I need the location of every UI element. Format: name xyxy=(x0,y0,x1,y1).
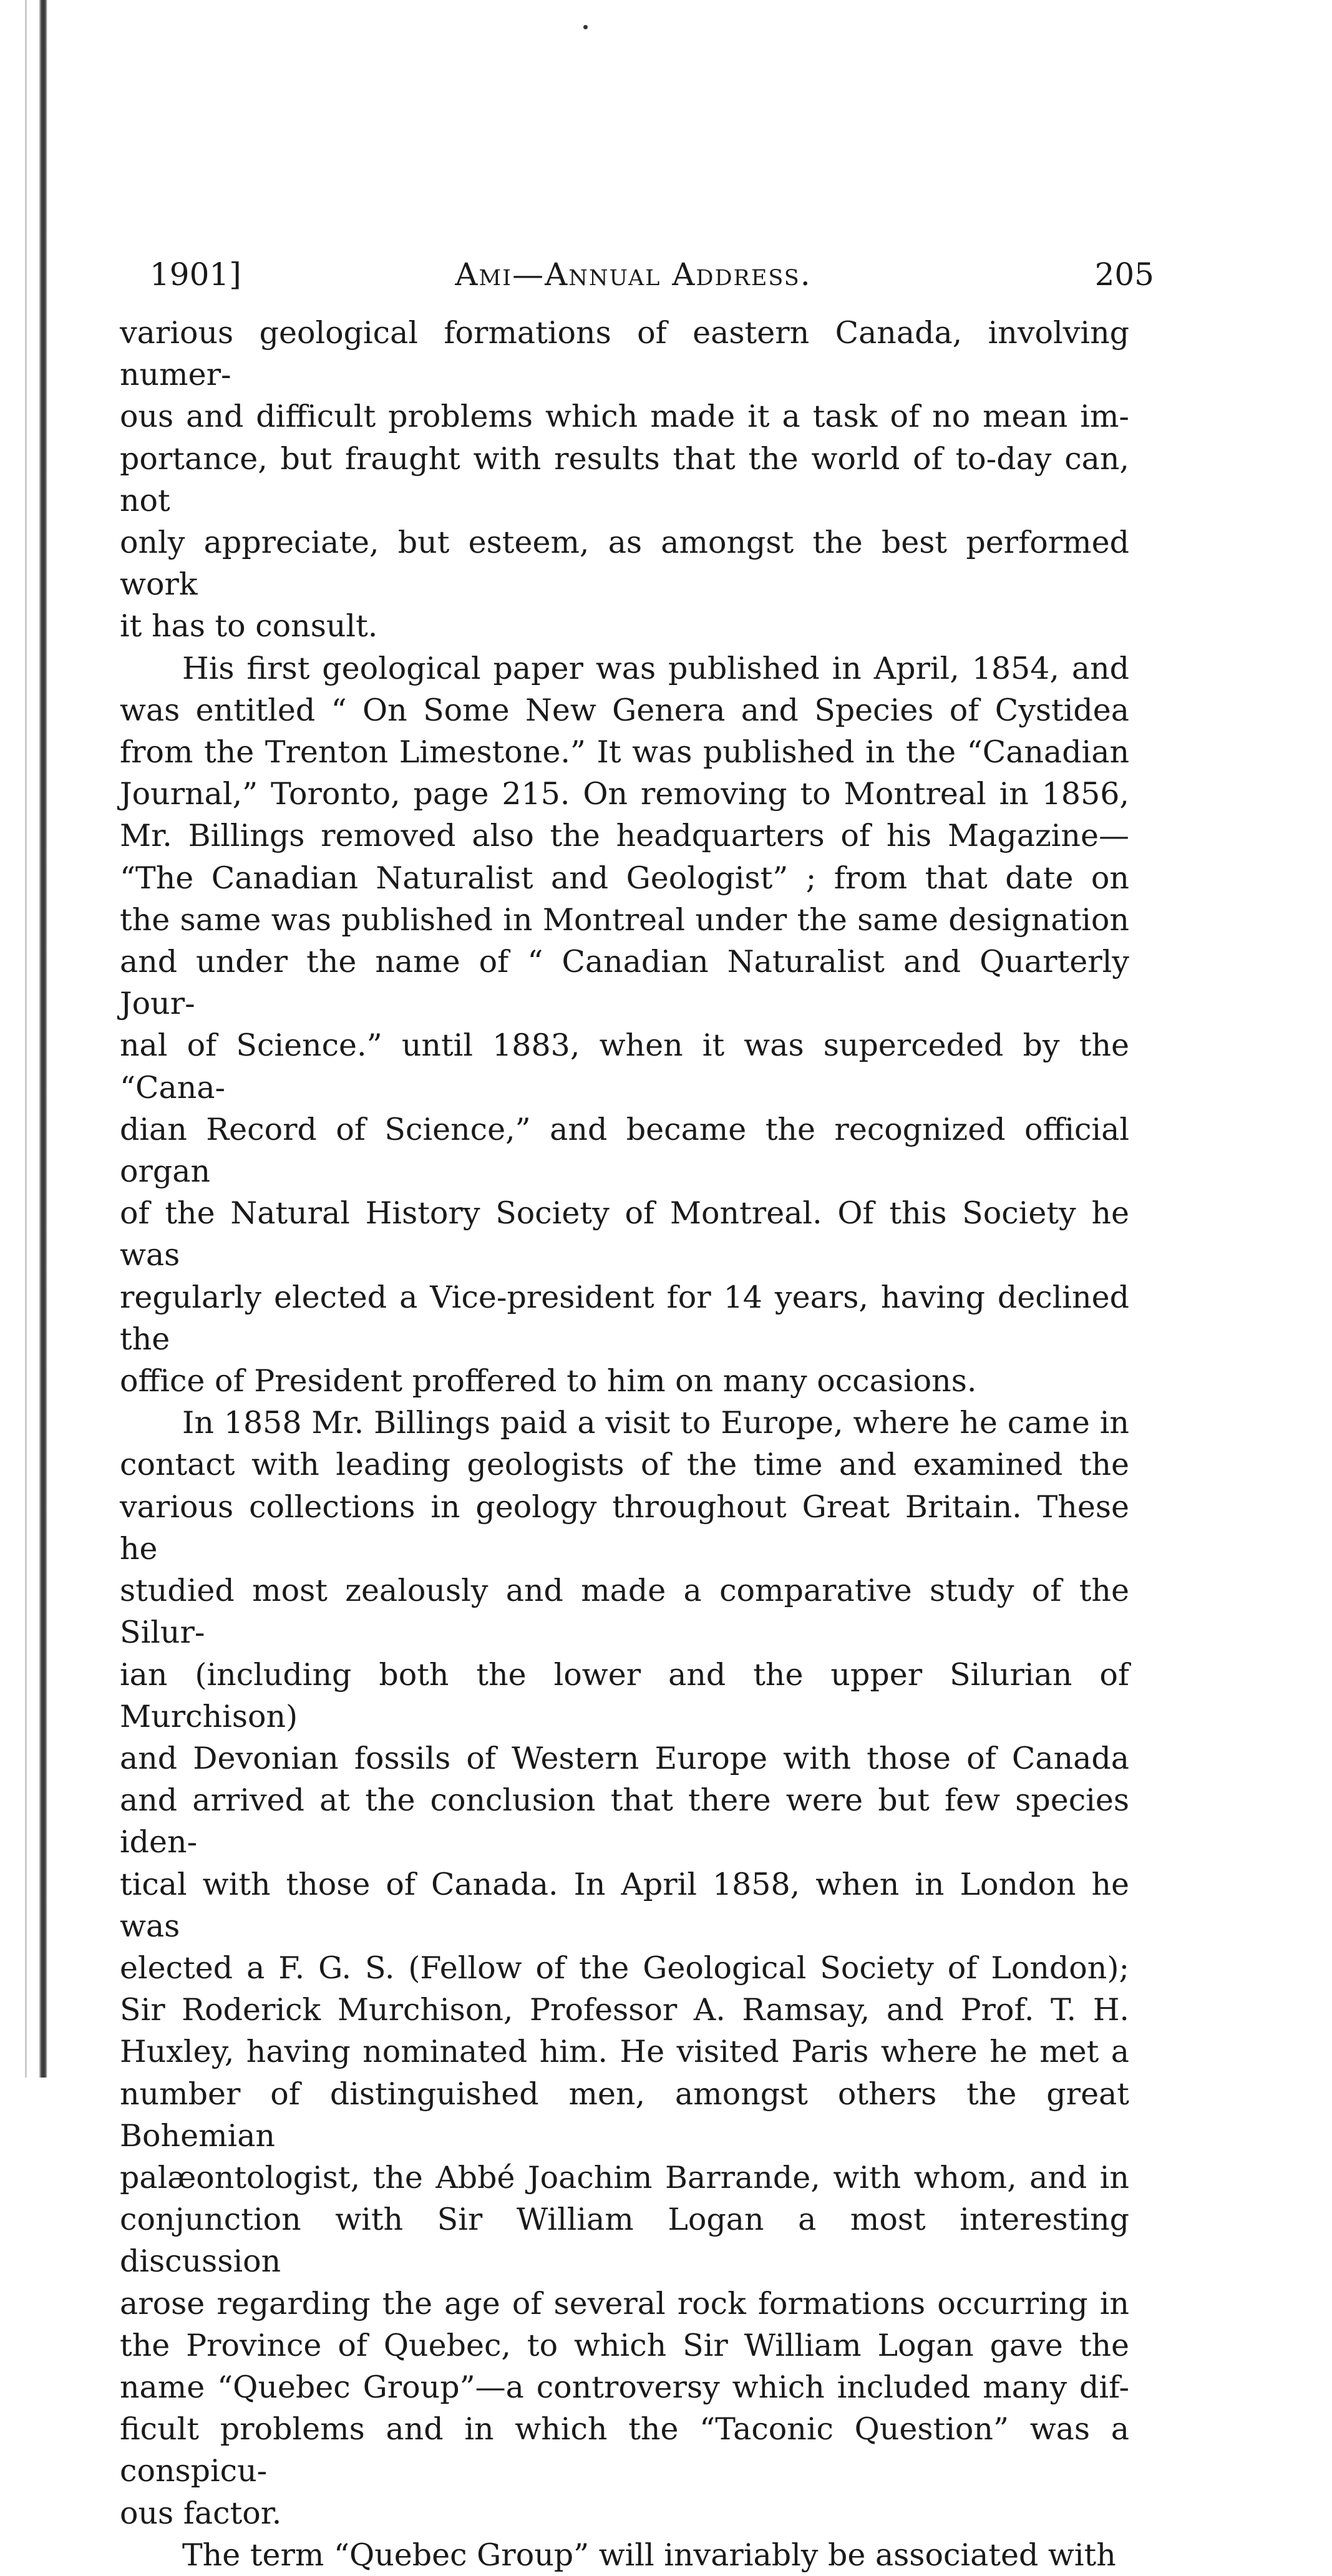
ink-speck xyxy=(583,25,588,29)
text-line: number of distinguished men, amongst others the great Bohemian xyxy=(120,2076,1129,2154)
text-line: contact with leading geologists of the time and examined the xyxy=(120,1447,1129,1483)
binding-shadow-thin xyxy=(25,0,27,2078)
text-line: only appreciate, but esteem, as amongst the best performed work xyxy=(120,525,1129,603)
text-line: ous factor. xyxy=(120,2495,282,2531)
paragraph xyxy=(120,2534,1129,2576)
text-line: Mr. Billings removed also the headquarters of his Magazine— xyxy=(120,818,1129,854)
paragraph xyxy=(120,648,1129,1402)
text-line: studied most zealously and made a comparative study of the Silur- xyxy=(120,1573,1129,1651)
text-line: “The Canadian Naturalist and Geologist” ; from that date on xyxy=(120,860,1129,896)
text-line: nal of Science.” until 1883, when it was superceded by the “Cana- xyxy=(120,1028,1129,1106)
text-line: tical with those of Canada. In April 1858, when in London he was xyxy=(120,1866,1129,1944)
text-line: conjunction with Sir William Logan a most interesting discussion xyxy=(120,2202,1129,2280)
running-head-year: 1901] xyxy=(150,256,241,293)
text-line: the same was published in Montreal under the same designation xyxy=(120,902,1129,938)
text-line: portance, but fraught with results that the world of to-day can, not xyxy=(120,440,1129,518)
paragraph xyxy=(120,312,1129,648)
running-head xyxy=(112,246,1154,303)
text-line: In 1858 Mr. Billings paid a visit to Europe, where he came in xyxy=(182,1405,1129,1441)
text-line: of the Natural History Society of Montreal. Of this Society he was xyxy=(120,1195,1129,1273)
text-line: and arrived at the conclusion that there were but few species iden- xyxy=(120,1782,1129,1860)
text-line: was entitled “ On Some New Genera and Species of Cystidea xyxy=(120,692,1129,728)
binding-shadow xyxy=(39,0,47,2078)
text-line: from the Trenton Limestone.” It was published in the “Canadian xyxy=(120,734,1129,770)
text-line: ficult problems and in which the “Taconic Question” was a conspicu- xyxy=(120,2411,1129,2489)
text-line: and under the name of “ Canadian Naturalist and Quarterly Jour- xyxy=(120,944,1129,1022)
text-line: office of President proffered to him on many occasions. xyxy=(120,1363,977,1399)
text-line: regularly elected a Vice-president for 14 years, having declined the xyxy=(120,1279,1129,1357)
text-line: dian Record of Science,” and became the recognized official organ xyxy=(120,1111,1129,1190)
text-line: The term “Quebec Group” will invariably be associated with xyxy=(182,2537,1116,2573)
text-line: palæontologist, the Abbé Joachim Barrande, with whom, and in xyxy=(120,2159,1129,2195)
text-line: arose regarding the age of several rock formations occurring in xyxy=(120,2285,1129,2321)
text-line: the Province of Quebec, to which Sir William Logan gave the xyxy=(120,2327,1129,2363)
text-line: ous and difficult problems which made it a task of no mean im- xyxy=(120,399,1129,435)
text-line: ian (including both the lower and the upper Silurian of Murchison) xyxy=(120,1656,1129,1734)
text-line: and Devonian fossils of Western Europe with those of Canada xyxy=(120,1740,1129,1776)
text-line: name “Quebec Group”—a controversy which included many dif- xyxy=(120,2369,1129,2405)
text-line: His first geological paper was published in April, 1854, and xyxy=(182,650,1129,686)
text-line: Sir Roderick Murchison, Professor A. Ramsay, and Prof. T. H. xyxy=(120,1992,1129,2028)
text-line: various geological formations of eastern Canada, involving numer- xyxy=(120,315,1129,393)
paragraph xyxy=(120,1402,1129,2534)
page-number: 205 xyxy=(1094,256,1154,293)
text-line: it has to consult. xyxy=(120,608,378,644)
text-line: Huxley, having nominated him. He visited Paris where he met a xyxy=(120,2034,1129,2070)
text-line: Journal,” Toronto, page 215. On removing to Montreal in 1856, xyxy=(120,776,1129,812)
body-text xyxy=(120,312,1129,2576)
text-line: elected a F. G. S. (Fellow of the Geological Society of London); xyxy=(120,1950,1129,1986)
running-head-title: Ami—Annual Address. xyxy=(455,256,812,293)
text-line: various collections in geology throughout Great Britain. These he xyxy=(120,1489,1129,1567)
